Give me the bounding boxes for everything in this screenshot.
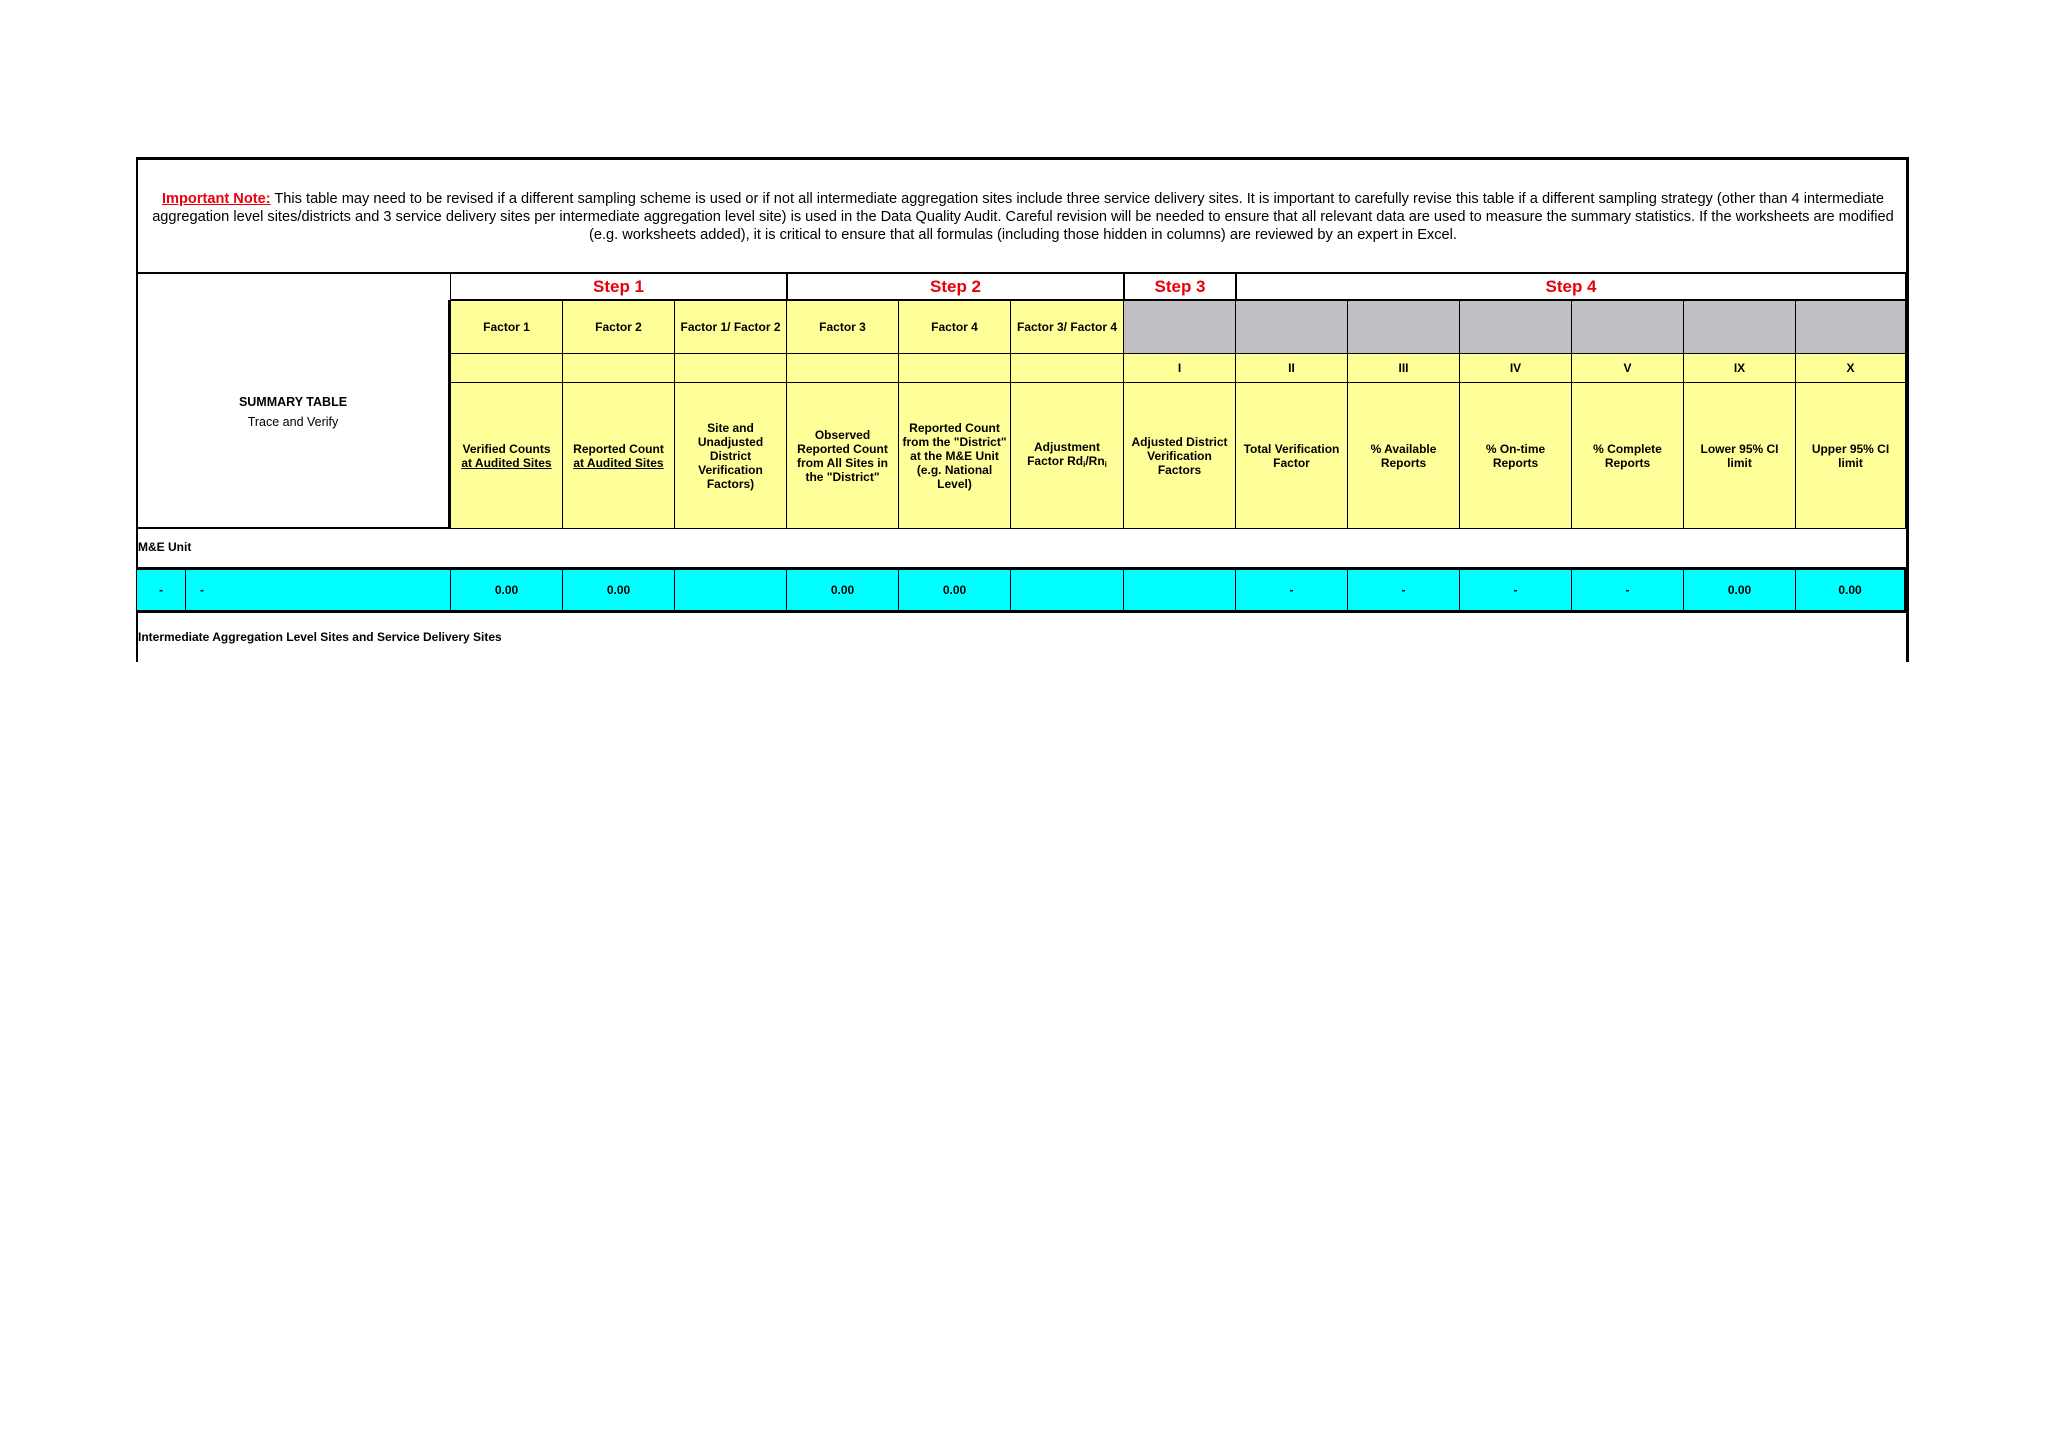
gray-header-cell bbox=[1459, 300, 1572, 354]
factor-1-cell: Factor 1 bbox=[450, 300, 563, 354]
step-4-header: Step 4 bbox=[1236, 274, 1906, 300]
row-observed-count: 0.00 bbox=[786, 570, 898, 610]
gray-header-cell bbox=[1683, 300, 1796, 354]
factor-3-cell: Factor 3 bbox=[786, 300, 899, 354]
intermediate-sites-label: Intermediate Aggregation Level Sites and Service Delivery Sites bbox=[138, 630, 502, 644]
step-1-header: Step 1 bbox=[450, 274, 787, 300]
gray-header-cell bbox=[1347, 300, 1460, 354]
row-reported-count: 0.00 bbox=[562, 570, 674, 610]
factor-1-2-cell: Factor 1/ Factor 2 bbox=[674, 300, 787, 354]
col-adjustment-line1: Adjustment bbox=[1033, 439, 1100, 454]
col-upper-ci: Upper 95% CI limit bbox=[1795, 382, 1906, 529]
col-total-verification: Total Verification Factor bbox=[1235, 382, 1348, 529]
row-total-verification: - bbox=[1235, 570, 1347, 610]
roman-iv: IV bbox=[1459, 353, 1572, 383]
empty-cell bbox=[562, 353, 675, 383]
roman-ix: IX bbox=[1683, 353, 1796, 383]
summary-sheet bbox=[136, 157, 1909, 662]
me-unit-label: M&E Unit bbox=[138, 540, 192, 554]
me-unit-row bbox=[138, 528, 1906, 569]
col-ontime-reports: % On-time Reports bbox=[1459, 382, 1572, 529]
row-district-count: 0.00 bbox=[898, 570, 1010, 610]
col-verified-counts-line1: Verified Counts bbox=[462, 441, 551, 456]
col-site-unadjusted: Site and Unadjusted District Verification Factors) bbox=[674, 382, 787, 529]
row-site-factor bbox=[674, 570, 786, 610]
factor-3-4-cell: Factor 3/ Factor 4 bbox=[1010, 300, 1124, 354]
step-2-header: Step 2 bbox=[787, 274, 1124, 300]
gray-header-cell bbox=[1795, 300, 1906, 354]
row-lower-ci: 0.00 bbox=[1683, 570, 1795, 610]
empty-cell bbox=[786, 353, 899, 383]
col-adjustment-line3: /Rn bbox=[1085, 453, 1105, 468]
col-complete-reports: % Complete Reports bbox=[1571, 382, 1684, 529]
col-reported-count-line1: Reported Count bbox=[573, 441, 664, 456]
col-lower-ci: Lower 95% CI limit bbox=[1683, 382, 1796, 529]
summary-table-label bbox=[138, 300, 450, 529]
row-verified-counts: 0.00 bbox=[450, 570, 562, 610]
important-note-label: Important Note: bbox=[161, 191, 271, 207]
row-ontime: - bbox=[1459, 570, 1571, 610]
col-verified-counts-line2: at Audited Sites bbox=[461, 455, 552, 470]
important-note bbox=[138, 160, 1906, 274]
empty-cell bbox=[674, 353, 787, 383]
gray-header-cell bbox=[1235, 300, 1348, 354]
roman-ii: II bbox=[1235, 353, 1348, 383]
roman-v: V bbox=[1571, 353, 1684, 383]
gray-header-cell bbox=[1571, 300, 1684, 354]
me-unit-data-row bbox=[136, 567, 1909, 613]
col-reported-count bbox=[562, 382, 675, 529]
factor-4-cell: Factor 4 bbox=[898, 300, 1011, 354]
col-adjusted-district: Adjusted District Verification Factors bbox=[1123, 382, 1236, 529]
col-observed-reported: Observed Reported Count from All Sites in the "District" bbox=[786, 382, 899, 529]
col-reported-from-district: Reported Count from the "District" at the M&E Unit (e.g. National Level) bbox=[898, 382, 1011, 529]
empty-cell bbox=[1010, 353, 1124, 383]
col-reported-count-line2: at Audited Sites bbox=[573, 455, 664, 470]
row-adjustment bbox=[1010, 570, 1123, 610]
summary-title: SUMMARY TABLE bbox=[238, 395, 348, 409]
empty-cell bbox=[450, 353, 563, 383]
roman-x: X bbox=[1795, 353, 1906, 383]
col-verified-counts bbox=[450, 382, 563, 529]
row-cell-b: - bbox=[185, 570, 450, 610]
col-adjustment-factor: Adjustment Factor Rdi/Rni bbox=[1010, 382, 1124, 529]
col-adjustment-line2: Factor Rd bbox=[1027, 453, 1084, 468]
row-complete: - bbox=[1571, 570, 1683, 610]
col-available-reports: % Available Reports bbox=[1347, 382, 1460, 529]
row-adjusted-district bbox=[1123, 570, 1235, 610]
empty-cell bbox=[898, 353, 1011, 383]
important-note-text: This table may need to be revised if a different sampling scheme is used or if not all intermediate aggregation sites include three service delivery sites. It is important to carefully revise this table if a different sampling strategy (other than 4 intermediate aggregation level sites/districts and 3 service delivery sites per intermediate aggregation level site) is used in the Data Quality Audit. Careful revision will be needed to ensure that all relevant data are used to measure the summary statistics. If the worksheets are modified (e.g. worksheets added), it is critical to ensure that all formulas (including those hidden in columns) are reviewed by an expert in Excel. bbox=[152, 191, 1894, 243]
roman-i: I bbox=[1123, 353, 1236, 383]
roman-iii: III bbox=[1347, 353, 1460, 383]
row-available: - bbox=[1347, 570, 1459, 610]
row-upper-ci: 0.00 bbox=[1795, 570, 1906, 610]
row-cell-a: - bbox=[136, 570, 185, 610]
step-3-header: Step 3 bbox=[1124, 274, 1236, 300]
gray-header-cell bbox=[1123, 300, 1236, 354]
summary-subtitle: Trace and Verify bbox=[247, 415, 339, 429]
factor-2-cell: Factor 2 bbox=[562, 300, 675, 354]
